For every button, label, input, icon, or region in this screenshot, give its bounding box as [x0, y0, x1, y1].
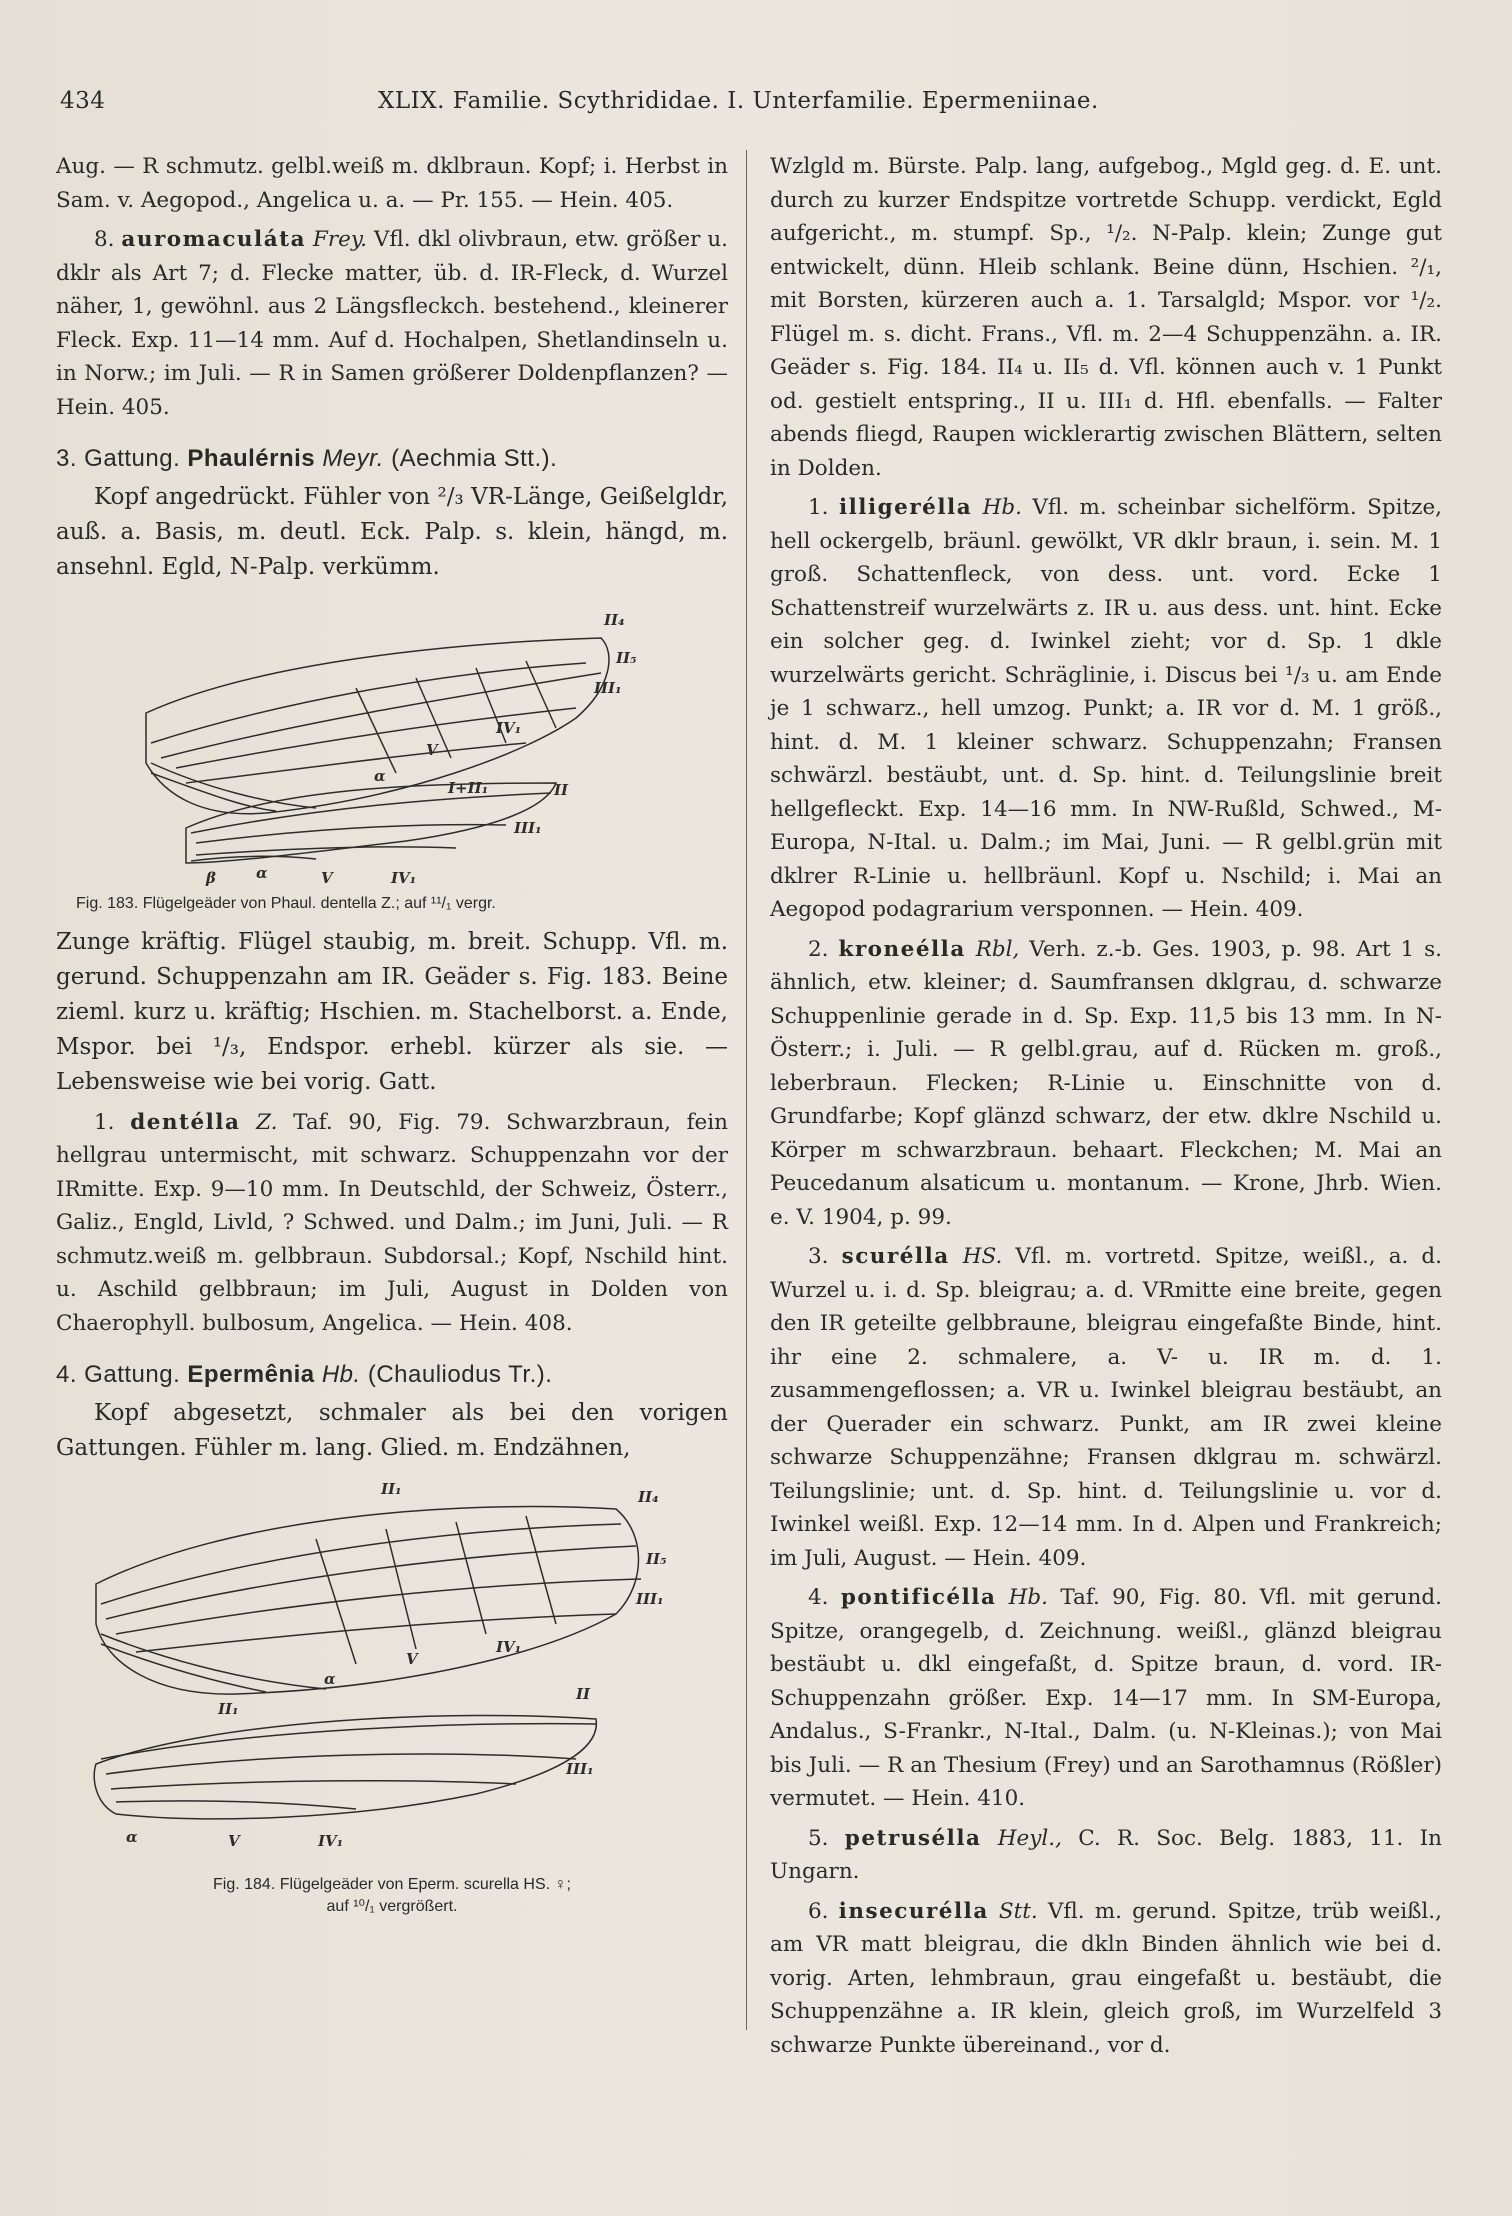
- genus-prefix: 3. Gattung.: [56, 445, 181, 472]
- vein-label: α: [324, 1669, 336, 1688]
- right-column: [770, 150, 1442, 2068]
- wing-venation-diagram-184: [56, 1474, 696, 1874]
- genus-description-continued: Zunge kräftig. Flügel staubig, m. breit. Schupp. Vfl. m. gerund. Schuppenzahn am IR. Geäder s. Fig. 183. Beine zieml. kurz u. kräftig; Hschien. m. Stachelborst. a. Ende, Mspor. bei ¹/₃, Endspor. erhebl. kürzer als sie. — Lebensweise wie bei vorig. Gatt.: [56, 928, 728, 1095]
- genus-prefix: 4. Gattung.: [56, 1361, 181, 1388]
- species-entry-kroneella: [770, 933, 1442, 1235]
- figure-184: [56, 1474, 728, 1918]
- species-number: 2.: [808, 936, 829, 962]
- genus-description: Kopf abgesetzt, schmaler als bei den vorigen Gattungen. Fühler m. lang. Glied. m. Endzähnen,: [56, 1399, 728, 1461]
- species-author: Hb.: [1008, 1585, 1049, 1610]
- running-title: XLIX. Familie. Scythrididae. I. Unterfamilie. Epermeniinae.: [378, 88, 1099, 114]
- vein-label: V: [426, 740, 438, 759]
- species-description: Vfl. m. scheinbar sichelförm. Spitze, hell ockergelb, bräunl. gewölkt, VR dklr braun, i. sein. M. 1 groß. Schattenfleck, von dess. unt. vord. Ecke 1 Schattenstreif wurzelwärts z. IR u. aus dess. unt. hint. Ecke ein solcher geg. d. Iwinkel zieht; vor d. Sp. 1 dkle wurzelwärts gericht. Schräglinie, i. Discus bei ¹/₃ u. am Ende je 1 schwarz., hell umzog. Punkt; a. IR vor d. M. 1 größ., hint. d. M. 1 kleiner schwarz. Schuppenzahn; Fransen schwärzl. bestäubt, unt. d. Sp. hint. d. Teilungslinie breit hellgefleckt. Exp. 14—16 mm. In NW-Rußld, Schwed., M-Europa, N-Ital. u. Dalm.; im Mai, Juni. — R gelbl.grün mit dklrer R-Linie u. hellbräunl. Kopf u. Nschild; i. Mai an Aegopod podagrarium versponnen. — Hein. 409.: [770, 495, 1442, 922]
- species-name: insecurélla: [838, 1898, 989, 1924]
- species-number: 4.: [808, 1585, 829, 1610]
- species-name: dentélla: [130, 1109, 241, 1135]
- species-description: Vfl. dkl olivbraun, etw. größer u. dklr als Art 7; d. Flecke matter, üb. d. IR-Fleck, d. Wurzel näher, 1, gewöhnl. aus 2 Längsfleckch. bestehend., kleinerer Fleck. Exp. 11—14 mm. Auf d. Hochalpen, Shetlandinseln u. in Norw.; im Juli. — R in Samen größerer Doldenpflanzen? — Hein. 405.: [56, 227, 729, 420]
- vein-label: α: [374, 766, 386, 785]
- vein-label: II₅: [616, 648, 637, 667]
- species-entry-pontificella: [770, 1581, 1442, 1816]
- species-name: illigerélla: [838, 495, 973, 520]
- species-name: petrusélla: [844, 1825, 982, 1851]
- species-number: 8.: [94, 227, 115, 252]
- genus-description: Kopf angedrückt. Fühler von ²/₃ VR-Länge, Geißelgldr, auß. a. Basis, m. deutl. Eck. Palp. s. klein, hängd, m. ansehnl. Egld, N-Palp. verkümm.: [56, 483, 728, 580]
- figure-184-caption: [56, 1874, 728, 1918]
- figure-183-caption: Fig. 183. Flügelgeäder von Phaul. dentella Z.; auf ¹¹/₁ vergr.: [76, 894, 496, 912]
- wing-venation-diagram-183: [56, 593, 696, 893]
- species-author: Heyl.,: [997, 1825, 1062, 1851]
- species-entry-petrusella: [770, 1822, 1442, 1889]
- species-name: pontificélla: [840, 1585, 997, 1610]
- vein-label: II: [554, 780, 569, 799]
- vein-label: II₄: [638, 1487, 659, 1506]
- species-description: C. R. Soc. Belg. 1883, 11. In Ungarn.: [770, 1825, 1442, 1884]
- species-number: 1.: [808, 495, 829, 520]
- vein-label: II: [576, 1684, 591, 1703]
- species-author: Rbl,: [975, 936, 1020, 962]
- vein-label: V: [406, 1649, 418, 1668]
- species-description: Taf. 90, Fig. 79. Schwarzbraun, fein hellgrau untermischt, mit schwarz. Schuppenzahn vor der IRmitte. Exp. 9—10 mm. In Deutschld, der Schweiz, Österr., Galiz., Engld, Livld, ? Schwed. und Dalm.; im Juni, Juli. — R schmutz.weiß m. gelbbraun. Subdorsal.; Kopf, Nschild hint. u. Aschild gelbbraun; im Juli, August in Dolden von Chaerophyll. bulbosum, Angelica. — Hein. 408.: [56, 1109, 728, 1336]
- left-column: [56, 150, 728, 1928]
- vein-label: II₅: [646, 1549, 667, 1568]
- species-name: scurélla: [841, 1244, 950, 1269]
- vein-label: III₁: [594, 678, 622, 697]
- paragraph-genus-continued: Wzlgld m. Bürste. Palp. lang, aufgebog., Mgld geg. d. E. unt. durch zu kurzer Endspitze vortretde Schupp. verdickt, Egld aufgericht., m. stumpf. Sp., ¹/₂. N-Palp. klein; Zunge gut entwickelt, dünn. Hleib schlank. Beine dünn, Hschien. ²/₁, mit Borsten, kürzeren auch a. 1. Tarsalgld; Mspor. vor ¹/₂. Flügel m. s. dicht. Frans., Vfl. m. 2—4 Schuppenzähn. a. IR. Geäder s. Fig. 184. II₄ u. II₅ d. Vfl. können auch v. 1 Punkt od. gestielt entspring., II u. III₁ d. Hfl. ebenfalls. — Falter abends fliegd, Raupen wicklerartig zwischen Blättern, selten in Dolden.: [770, 154, 1442, 481]
- species-entry-auromaculata: [56, 223, 728, 424]
- vein-label: III₁: [514, 818, 542, 837]
- species-entry-insecurella: [770, 1895, 1442, 2063]
- species-name: auromaculáta: [121, 227, 307, 252]
- species-number: 3.: [808, 1244, 829, 1269]
- vein-label: IV₁: [391, 868, 417, 887]
- caption-line: auf ¹⁰/₁ vergrößert.: [326, 1897, 458, 1915]
- species-description: Taf. 90, Fig. 80. Vfl. mit gerund. Spitze, orangegelb, d. Zeichnung. weißl., glänzd bleigrau bestäubt u. dkl eingefaßt, d. Spitze braun, d. vord. IR-Schuppenzahn größer. Exp. 14—17 mm. In SM-Europa, Andalus., S-Frankr., N-Ital., Dalm. (u. N-Kleinas.); von Mai bis Juli. — R an Thesium (Frey) und an Sarothamnus (Rößler) vermutet. — Hein. 410.: [770, 1585, 1442, 1811]
- vein-label: V: [321, 868, 333, 887]
- species-author: Frey.: [312, 227, 367, 252]
- species-description: Vfl. m. vortretd. Spitze, weißl., a. d. Wurzel u. i. d. Sp. bleigrau; a. d. VRmitte eine breite, gegen den IR geteilte gelbbraune, bleigrau eingefaßte Binde, hint. ihr eine 2. schmalere, a. V- u. IR m. d. 1. zusammengeflossen; a. VR u. Iwinkel bleigrau bestäubt, an der Querader ein schwarz. Punkt, am IR zwei kleine schwarze Schuppenzähne; Fransen dklgrau m. schwärzl. Teilungslinie; unt. d. Sp. hint. d. Teilungslinie u. vor d. Iwinkel weißl. Exp. 12—14 mm. In d. Alpen und Frankreich; im Juli, August. — Hein. 409.: [770, 1244, 1443, 1571]
- genus-heading-phaulernis: [56, 442, 728, 476]
- species-entry-illigerella: [770, 491, 1442, 927]
- vein-label: IV₁: [496, 1637, 522, 1656]
- species-number: 5.: [808, 1825, 829, 1851]
- genus-author: Meyr.: [322, 445, 384, 472]
- species-name: kroneélla: [838, 936, 966, 962]
- species-number: 6.: [808, 1898, 829, 1924]
- vein-label: I+II₁: [448, 778, 489, 797]
- species-entry-dentella: [56, 1106, 728, 1341]
- vein-label: V: [228, 1831, 240, 1850]
- species-number: 1.: [94, 1109, 115, 1135]
- vein-label: α: [126, 1827, 138, 1846]
- genus-author: Hb.: [321, 1361, 361, 1388]
- genus-heading-epermenia: [56, 1358, 728, 1392]
- vein-label: β: [206, 868, 216, 887]
- vein-label: III₁: [636, 1589, 664, 1608]
- figure-183: [56, 593, 728, 915]
- vein-label: II₁: [218, 1699, 239, 1718]
- column-divider: [746, 150, 747, 2030]
- caption-line: Fig. 184. Flügelgeäder von Eperm. scurella HS. ♀;: [213, 1875, 571, 1893]
- species-entry-scurella: [770, 1240, 1442, 1575]
- species-author: Hb.: [982, 495, 1022, 520]
- species-author: Stt.: [998, 1898, 1038, 1924]
- running-header: [60, 88, 1460, 128]
- species-description: Verh. z.-b. Ges. 1903, p. 98. Art 1 s. ähnlich, etw. kleiner; d. Saumfransen dklgrau, d. schwarze Schuppenlinie gerade in d. Sp. Exp. 11,5 bis 13 mm. In N-Österr.; i. Juli. — R gelbl.grau, auf d. Rücken m. groß., leberbraun. Flecken; R-Linie u. Einschnitte von d. Grundfarbe; Kopf glänzd schwarz, der etw. dklre Nschild u. Körper m schwarzbraun. behaart. Fleckchen; M. Mai an Peucedanum alsaticum u. montanum. — Krone, Jhrb. Wien. e. V. 1904, p. 99.: [770, 936, 1442, 1230]
- genus-name: Phaulérnis: [187, 445, 316, 472]
- page-number: 434: [60, 88, 106, 114]
- vein-label: IV₁: [496, 718, 522, 737]
- vein-label: II₄: [604, 610, 625, 629]
- vein-label: α: [256, 863, 268, 882]
- genus-name: Epermênia: [187, 1361, 315, 1388]
- vein-label: IV₁: [318, 1831, 344, 1850]
- genus-synonym: (Aechmia Stt.).: [391, 445, 558, 472]
- genus-synonym: (Chauliodus Tr.).: [367, 1361, 553, 1388]
- species-author: HS.: [962, 1244, 1003, 1269]
- species-author: Z.: [256, 1109, 278, 1135]
- species-description: Vfl. m. gerund. Spitze, trüb weißl., am VR matt bleigrau, die dkln Binden ähnlich wie bei d. vorig. Arten, lehmbraun, grau eingefaßt u. bestäubt, die Schuppenzähne a. IR klein, gleich groß, im Wurzelfeld 3 schwarze Punkte übereinand., vor d.: [770, 1898, 1442, 2058]
- paragraph-carryover: Aug. — R schmutz. gelbl.weiß m. dklbraun. Kopf; i. Herbst in Sam. v. Aegopod., Angelica u. a. — Pr. 155. — Hein. 405.: [56, 154, 728, 213]
- vein-label: II₁: [381, 1479, 402, 1498]
- vein-label: III₁: [566, 1759, 594, 1778]
